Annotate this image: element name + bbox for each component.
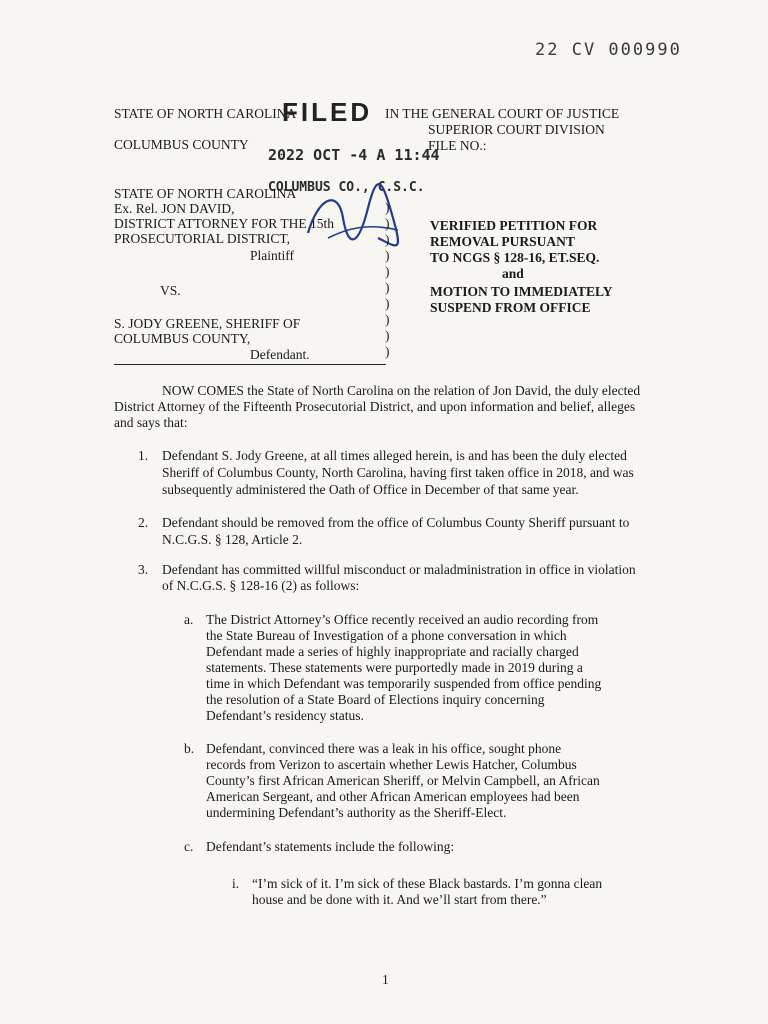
filed-date-stamp: 2022 OCT -4 A 11:44 — [268, 146, 440, 164]
caption-paren: ) — [385, 344, 390, 359]
item-3-line-2: of N.C.G.S. § 128-16 (2) as follows: — [162, 578, 360, 593]
subitem-b-line-2: records from Verizon to ascertain whether Lewis Hatcher, Columbus — [206, 757, 577, 772]
caption-title-line-5: MOTION TO IMMEDIATELY — [430, 284, 613, 299]
item-number: 1. — [138, 448, 149, 463]
item-1-line-3: subsequently administered the Oath of Office in December of that same year. — [162, 482, 579, 497]
filed-stamp: FILED — [282, 97, 373, 127]
caption-plaintiff-label: Plaintiff — [250, 248, 295, 263]
intro-line-1: NOW COMES the State of North Carolina on the relation of Jon David, the duly elected — [162, 383, 641, 398]
quote-line-1: “I’m sick of it. I’m sick of these Black bastards. I’m gonna clean — [252, 876, 603, 891]
caption-paren-column — [385, 200, 390, 360]
caption-paren: ) — [385, 296, 390, 311]
item-1-line-2: Sheriff of Columbus County, North Carolina, having first taken office in 2018, and was — [162, 465, 634, 480]
subitem-a-line-4: statements. These statements were purportedly made in 2019 during a — [206, 660, 583, 675]
subitem-b-line-5: undermining Defendant’s authority as the Sheriff-Elect. — [206, 805, 507, 820]
subitem-a-line-1: The District Attorney’s Office recently received an audio recording from — [206, 612, 599, 627]
caption-defendant-label: Defendant. — [250, 347, 310, 362]
header-file-no: FILE NO.: — [428, 138, 487, 153]
caption-plaintiff-line-4: PROSECUTORIAL DISTRICT, — [114, 231, 291, 246]
caption-title-line-4: and — [502, 266, 524, 281]
subitem-c-line-1: Defendant’s statements include the following: — [206, 839, 455, 854]
caption-plaintiff-line-1: STATE OF NORTH CAROLINA — [114, 186, 297, 201]
caption-title-line-6: SUSPEND FROM OFFICE — [430, 300, 591, 315]
caption-title-line-3: TO NCGS § 128-16, ET.SEQ. — [430, 250, 600, 265]
item-3-line-1: Defendant has committed willful misconduct or maladministration in office in violation — [162, 562, 636, 577]
caption-versus: VS. — [160, 283, 181, 298]
intro-line-2: District Attorney of the Fifteenth Prosecutorial District, and upon information and belief, alleges — [114, 399, 636, 414]
caption-rule-bottom — [114, 364, 386, 365]
quote-line-2: house and be done with it. And we’ll start from there.” — [252, 892, 547, 907]
subitem-letter: b. — [184, 741, 195, 756]
subitem-a-line-3: Defendant made a series of highly inappropriate and racially charged — [206, 644, 579, 659]
intro-line-3: and says that: — [114, 415, 188, 430]
caption-plaintiff-line-3: DISTRICT ATTORNEY FOR THE 15th — [114, 216, 335, 231]
caption-defendant-line-1: S. JODY GREENE, SHERIFF OF — [114, 316, 301, 331]
caption-title-line-2: REMOVAL PURSUANT — [430, 234, 575, 249]
subitem-b-line-1: Defendant, convinced there was a leak in his office, sought phone — [206, 741, 562, 756]
subitem-b-line-3: County’s first African American Sheriff, or Melvin Campbell, an African — [206, 773, 600, 788]
caption-paren: ) — [385, 216, 390, 231]
subitem-letter: a. — [184, 612, 194, 627]
header-division: SUPERIOR COURT DIVISION — [428, 122, 605, 137]
subitem-letter: c. — [184, 839, 194, 854]
caption-paren: ) — [385, 264, 390, 279]
caption-rule-top — [114, 232, 382, 233]
county-clerk-stamp: COLUMBUS CO., C.S.C. — [268, 180, 425, 195]
case-number-stamp: 22 CV 000990 — [535, 40, 682, 60]
subitem-b-line-4: American Sergeant, and other African American employees had been — [206, 789, 580, 804]
caption-defendant-line-2: COLUMBUS COUNTY, — [114, 331, 251, 346]
subitem-a-line-7: Defendant’s residency status. — [206, 708, 364, 723]
subitem-a-line-6: the resolution of a State Board of Elections inquiry concerning — [206, 692, 545, 707]
item-1-line-1: Defendant S. Jody Greene, at all times alleged herein, is and has been the duly elected — [162, 448, 627, 463]
subitem-a-line-2: the State Bureau of Investigation of a phone conversation in which — [206, 628, 567, 643]
caption-plaintiff-line-2: Ex. Rel. JON DAVID, — [114, 201, 235, 216]
header-state: STATE OF NORTH CAROLINA — [114, 106, 297, 121]
item-2-line-1: Defendant should be removed from the office of Columbus County Sheriff pursuant to — [162, 515, 630, 530]
caption-paren: ) — [385, 200, 390, 215]
page-number: 1 — [382, 972, 389, 987]
caption-paren: ) — [385, 280, 390, 295]
caption-paren: ) — [385, 328, 390, 343]
item-2-line-2: N.C.G.S. § 128, Article 2. — [162, 532, 303, 547]
caption-title-line-1: VERIFIED PETITION FOR — [430, 218, 598, 233]
item-number: 2. — [138, 515, 149, 530]
subitem-a-line-5: time in which Defendant was temporarily suspended from office pending — [206, 676, 602, 691]
quote-number: i. — [232, 876, 240, 891]
signature-scrawl — [298, 178, 408, 258]
header-court: IN THE GENERAL COURT OF JUSTICE — [385, 106, 620, 121]
header-county: COLUMBUS COUNTY — [114, 137, 249, 152]
caption-paren: ) — [385, 248, 390, 263]
item-number: 3. — [138, 562, 149, 577]
caption-paren: ) — [385, 232, 390, 247]
caption-paren: ) — [385, 312, 390, 327]
